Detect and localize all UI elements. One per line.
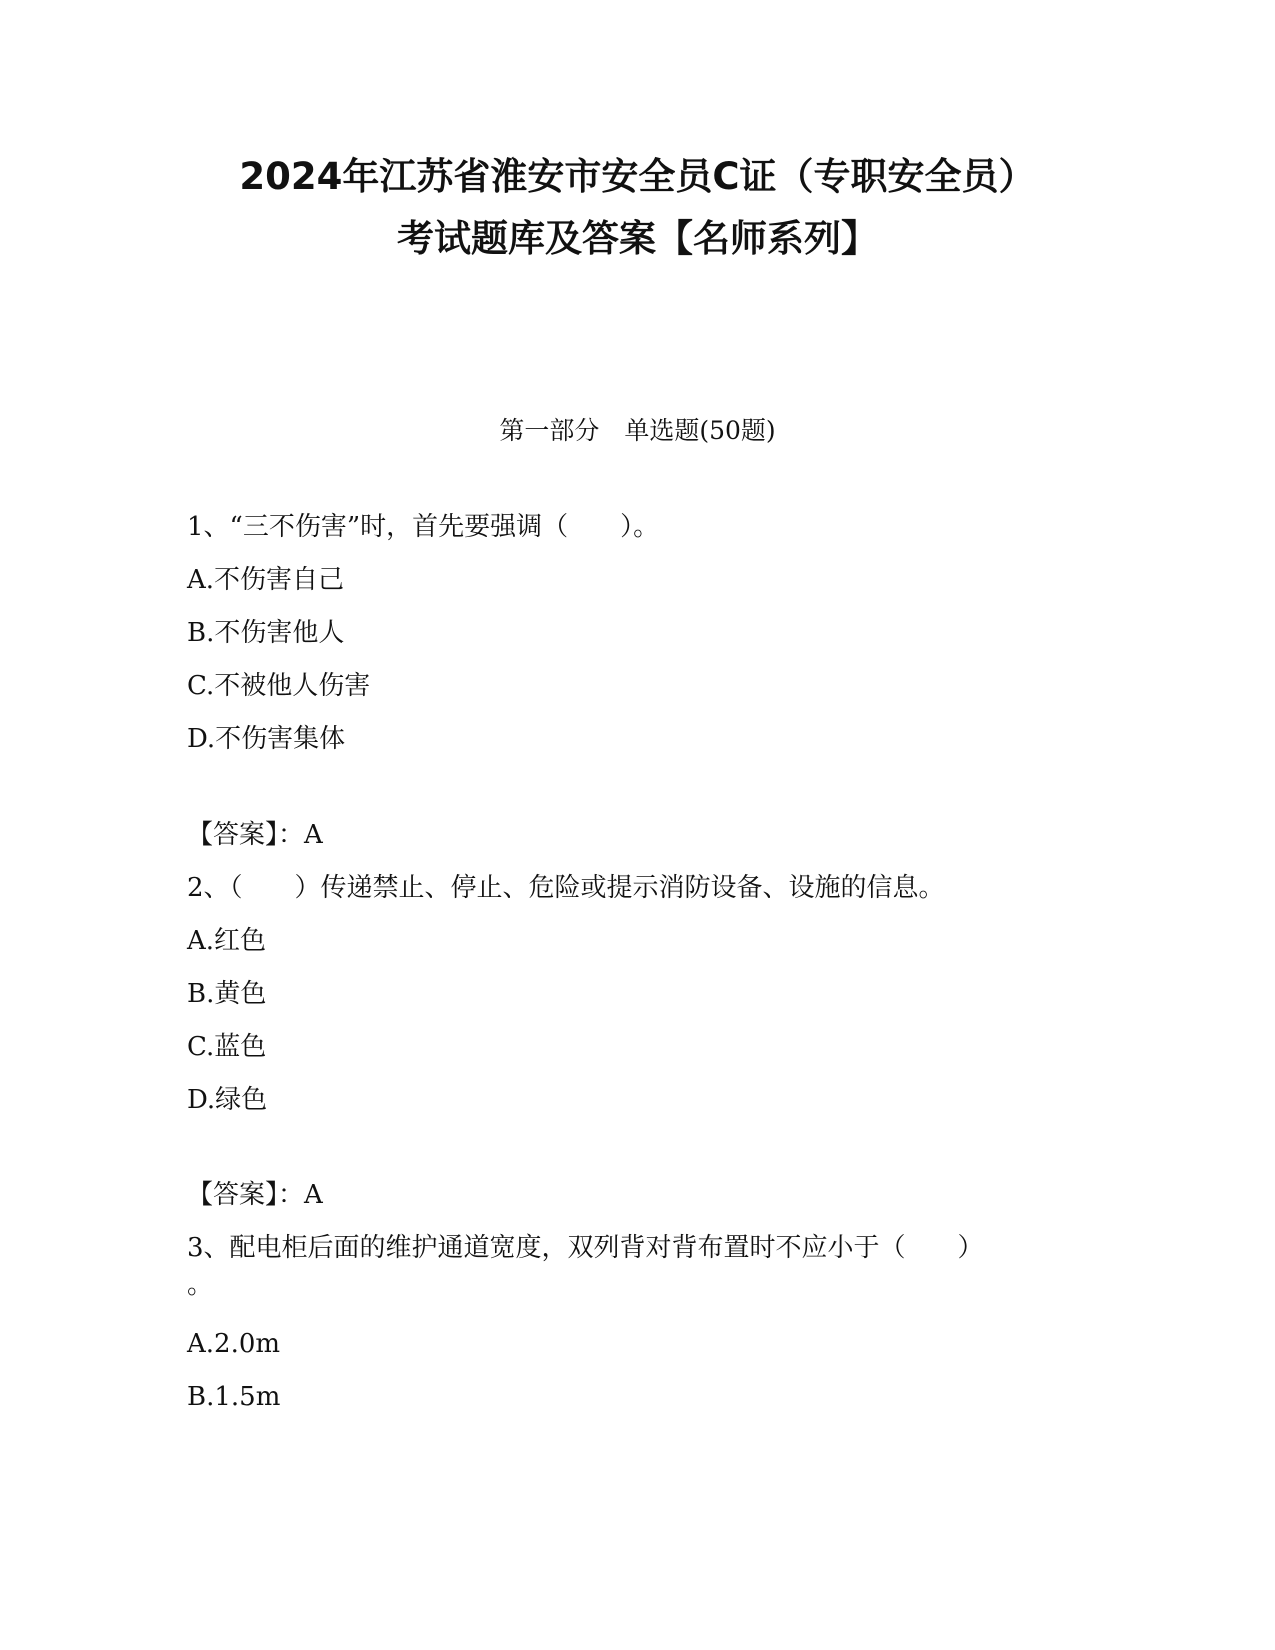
question-1-option-d: D.不伤害集体 (187, 724, 346, 754)
question-2-answer: 【答案】：A (187, 1180, 323, 1210)
question-2-option-b: B.黄色 (187, 979, 267, 1009)
question-2-option-d: D.绿色 (187, 1085, 268, 1115)
question-2-option-a: A.红色 (187, 926, 267, 956)
question-1-option-b: B.不伤害他人 (187, 618, 345, 648)
title-line-1: 2024年江苏省淮安市安全员C证（专职安全员） (239, 155, 1036, 198)
question-2-stem: 2、（ ）传递禁止、停止、危险或提示消防设备、设施的信息。 (187, 873, 945, 903)
question-1-option-c: C.不被他人伤害 (187, 671, 371, 701)
question-1-stem: 1、“三不伤害”时，首先要强调（ ）。 (187, 512, 660, 542)
section-heading: 第一部分 单选题(50题) (499, 416, 776, 445)
question-3-option-b: B.1.5m (187, 1382, 281, 1412)
title-line-2: 考试题库及答案【名师系列】 (397, 217, 878, 260)
question-1-answer: 【答案】：A (187, 820, 323, 850)
question-1-option-a: A.不伤害自己 (187, 565, 345, 595)
document-title (0, 146, 1275, 270)
question-3-option-a: A.2.0m (187, 1329, 281, 1359)
question-2-option-c: C.蓝色 (187, 1032, 267, 1062)
question-3-stem-continuation: 。 (187, 1270, 214, 1300)
question-3-stem: 3、配电柜后面的维护通道宽度，双列背对背布置时不应小于（ ） (187, 1233, 984, 1263)
